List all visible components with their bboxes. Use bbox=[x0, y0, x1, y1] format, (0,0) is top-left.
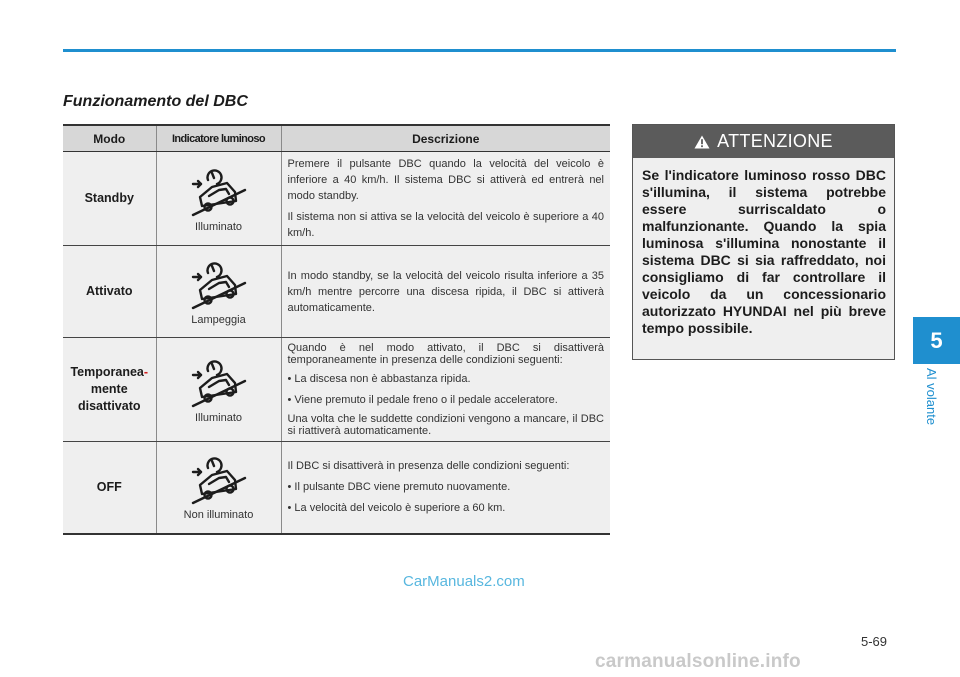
warning-box bbox=[632, 124, 895, 360]
table-row bbox=[63, 246, 610, 338]
chapter-title: Al volante bbox=[924, 368, 939, 426]
indicator-cell bbox=[156, 338, 281, 442]
description-bullet: • La discesa non è abbastanza ripida. bbox=[287, 373, 471, 385]
top-rule bbox=[63, 49, 896, 52]
downhill-brake-control-icon bbox=[189, 356, 249, 410]
mode-hyphen: - bbox=[143, 365, 149, 379]
description-paragraph: Una volta che le suddette condizioni vengono a mancare, il DBC si riattiverà automaticamente. bbox=[287, 413, 604, 437]
page-number: 5-69 bbox=[861, 634, 888, 649]
indicator-state: Illuminato bbox=[194, 220, 243, 233]
table-row bbox=[63, 152, 610, 246]
table-row bbox=[63, 338, 610, 442]
warning-header bbox=[633, 125, 894, 158]
description-paragraph: Premere il pulsante DBC quando la velocità del veicolo è inferiore a 40 km/h. Il sistema DBC si attiverà ed entrerà nel modo standby. bbox=[287, 158, 604, 202]
indicator-state: Non illuminato bbox=[183, 509, 254, 522]
description-cell bbox=[281, 442, 610, 534]
mode-cell: Standby bbox=[63, 152, 156, 246]
downhill-brake-control-icon bbox=[189, 453, 249, 507]
description-paragraph: Quando è nel modo attivato, il DBC si disattiverà temporaneamente in presenza delle condizioni seguenti: bbox=[287, 342, 604, 366]
description-paragraph: In modo standby, se la velocità del veicolo risulta inferiore a 35 km/h mentre percorre una discesa ripida, il DBC si attiverà automaticamente. bbox=[287, 269, 604, 314]
warning-text: Se l'indicatore luminoso rosso DBC s'illumina, il sistema potrebbe essere surriscaldato o malfunzionante. Quando la spia luminosa s'illumina nonostante il sistema DBC si sia raffreddato, noi consigliamo di far controllare il veicolo da un concessionario autorizzato HYUNDAI nel più breve tempo possibile. bbox=[642, 167, 886, 336]
section-title: Funzionamento del DBC bbox=[63, 93, 248, 110]
description-bullet: • Il pulsante DBC viene premuto nuovamente. bbox=[287, 481, 511, 494]
header-indicator: Indicatore luminoso bbox=[156, 125, 281, 152]
mode-cell: Attivato bbox=[63, 246, 156, 338]
description-cell bbox=[281, 246, 610, 338]
footer-watermark: carmanualsonline.info bbox=[595, 651, 801, 672]
mode-cell bbox=[63, 338, 156, 442]
chapter-number-tab: 5 bbox=[913, 317, 960, 364]
description-bullet: • Viene premuto il pedale freno o il pedale acceleratore. bbox=[287, 394, 558, 406]
description-bullet: • La velocità del veicolo è superiore a 60 km. bbox=[287, 502, 506, 515]
description-paragraph: Il sistema non si attiva se la velocità del veicolo è superiore a 40 km/h. bbox=[287, 211, 604, 239]
mode-line: mente bbox=[90, 382, 128, 396]
indicator-cell bbox=[156, 152, 281, 246]
indicator-cell bbox=[156, 246, 281, 338]
table-header-row bbox=[63, 125, 610, 152]
indicator-state: Lampeggia bbox=[191, 313, 246, 326]
mode-line: Temporanea bbox=[70, 365, 144, 379]
indicator-state: Illuminato bbox=[194, 411, 243, 424]
table-row bbox=[63, 442, 610, 534]
dbc-modes-table bbox=[63, 124, 610, 535]
header-description: Descrizione bbox=[281, 125, 610, 152]
warning-triangle-icon bbox=[694, 135, 710, 149]
mode-cell: OFF bbox=[63, 442, 156, 534]
description-cell bbox=[281, 338, 610, 442]
mode-line: disattivato bbox=[77, 399, 141, 413]
indicator-cell bbox=[156, 442, 281, 534]
description-cell bbox=[281, 152, 610, 246]
warning-title: ATTENZIONE bbox=[717, 131, 833, 151]
watermark: CarManuals2.com bbox=[403, 573, 525, 590]
header-mode: Modo bbox=[63, 125, 156, 152]
downhill-brake-control-icon bbox=[189, 165, 249, 219]
description-paragraph: Il DBC si disattiverà in presenza delle condizioni seguenti: bbox=[287, 460, 570, 473]
downhill-brake-control-icon bbox=[189, 258, 249, 312]
